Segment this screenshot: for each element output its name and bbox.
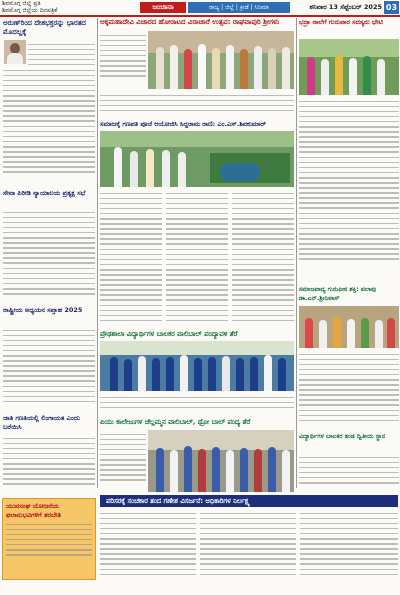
left-body-3 xyxy=(3,326,95,412)
right-story-2-photo xyxy=(299,306,399,348)
volleyball-team-photo xyxy=(100,341,294,391)
right-body-1 xyxy=(299,97,399,283)
masthead-line-2: ಶಿವಮೊಗ್ಗ ಜಿಲ್ಲೆಯ ದಿನಪತ್ರಿಕೆ xyxy=(2,6,58,14)
mid-story-body-c xyxy=(232,189,294,339)
mid-story-photo xyxy=(100,131,294,187)
masthead xyxy=(2,1,97,14)
column-divider xyxy=(296,18,297,488)
column-divider xyxy=(97,18,98,488)
left-body-1 xyxy=(28,40,95,66)
header-rule xyxy=(0,15,400,17)
throwball-body xyxy=(100,430,146,492)
bottom-body-b xyxy=(200,509,296,593)
left-headline-1: ಅರುಣ್‌ರಿಂದ ದೇಶಭಕ್ತರನ್ನು ಭಾರತದ ಮೊದಲ್ಲಕ್ಕೆ xyxy=(3,19,86,36)
masthead-line-1: ಶಿವಮೊಗ್ಗ ಜಿಲ್ಲೆ ಪ್ರತಿ xyxy=(2,1,41,7)
left-body-4 xyxy=(3,434,95,496)
bottom-body-c xyxy=(300,509,398,593)
page-number: 03 xyxy=(385,3,398,12)
right-story-photo xyxy=(299,39,399,95)
section-nav[interactable]: ರಾಜ್ಯ | ಜಿಲ್ಲೆ | ಕ್ರೀಡೆ | ಸಿನಿಮಾ xyxy=(188,2,290,13)
bottom-banner-headline: ಪರಿಸರಕ್ಕೆ ಸಂಚಕಾರ ತಂದ ಗಣೇಶ ವಿಸರ್ಜನೆ: ಅಧಿಕಾರಿಗಳ ನಿರ್ಲಕ್ಷ್ಯ xyxy=(100,495,398,507)
top-story-body-a xyxy=(100,31,146,89)
left-body-1b xyxy=(3,66,95,188)
volleyball-headline: ಪ್ರೌಢಶಾಲಾ ವಿದ್ಯಾರ್ಥಿಗಳ ಬಾಲಕರ ವಾಲಿಬಾಲ್ ಪಂದ್ಯಾವಳಿ ತೆರೆ xyxy=(100,330,238,338)
right-headline-3: ವಿದ್ಯಾರ್ಥಿಗಳ ಬಾಲಕರ ತಂಡ ದ್ವಿತೀಯ ಸ್ಥಾನ xyxy=(299,433,386,440)
right-headline-1: ಭದ್ರಾ ನಾಲೆಗೆ ಗುರುವಾರ ಸದಸ್ಯರು ಭೇಟಿ xyxy=(299,18,383,26)
left-body-2 xyxy=(3,208,95,304)
left-headline-2: ಸೇವಾ ಪಿರೀಡಿ ನ್ಯಾಯಾಲಯ ಪ್ರತ್ಯಕ್ಷ ಸಭೆ xyxy=(3,189,86,197)
portrait-photo xyxy=(4,40,26,64)
issue-date: ಶನಿವಾರ 13 ಸೆಪ್ಟೆಂಬರ್ 2025 xyxy=(309,3,382,11)
top-story-photo xyxy=(148,31,294,89)
top-story-headline: ಅಕ್ಕಮಹಾದೇವಿ ವಿಚಾರದ ಹೋರಾಟದ ವಿರಾಚಾರೆ ಉತ್ಸವ: ರಾಘವಾಪುರಿ ಶ್ರೀಗಳು xyxy=(100,18,280,26)
mid-story-body-b xyxy=(166,189,228,339)
mid-story-headline: ಸಮಾಜಕ್ಕೆ ಗಣಪತಿ ಪೂಜೆ ಆಯೋಜಿಸಿ ಸಿದ್ದರಾಮ ರಾಣಿ: ಎಂ.ಎಸ್.ಶಿವಕುಮಾರ್ xyxy=(100,120,266,128)
left-headline-3: ರಾಷ್ಟ್ರೀಯ ಅಧ್ಯಯನ ಸಪ್ತಾಹ 2025 xyxy=(3,306,83,314)
newspaper-logo: ಜಂಜಾನಾ xyxy=(140,2,186,13)
throwball-team-photo xyxy=(148,430,294,492)
top-story-body-b xyxy=(100,91,294,117)
right-body-2 xyxy=(299,350,399,432)
volleyball-body xyxy=(100,393,294,415)
ad-box[interactable] xyxy=(2,498,96,580)
bottom-body-a xyxy=(100,509,196,593)
left-headline-4: ಜಾತಿ ಗಣತಿಯಲ್ಲಿ ಲಿಂಗಾಯತ ಎಂದು ಬರೆಯಿಸಿ xyxy=(3,414,80,431)
ad-title: ಯುವಸಂಘ ಯೋಜನೆಯ ಫಲಾನುಭವಿಗಳಿಗೆ ತರಬೇತಿ xyxy=(6,502,61,519)
right-body-3 xyxy=(299,453,399,493)
right-headline-2: ಸಮಾಜವಾದ್ಯ ಗುರುಪೀಠ ಶಕ್ತಿ: ಪಲಾವು ಡಾ.ಎನ್.ಶ್ರೀನಿವಾಸ್ xyxy=(299,286,377,302)
throwball-headline: ಪಿಯು ಕಾಲೇಜುಗಳ ಚೆಲ್ಲಮ್ಮನ ವಾಲಿಬಾಲ್, ಥ್ರೋ ಬಾಲ್ ಪಂದ್ಯ ತೆರೆ xyxy=(100,418,251,426)
mid-story-body-a xyxy=(100,189,162,339)
